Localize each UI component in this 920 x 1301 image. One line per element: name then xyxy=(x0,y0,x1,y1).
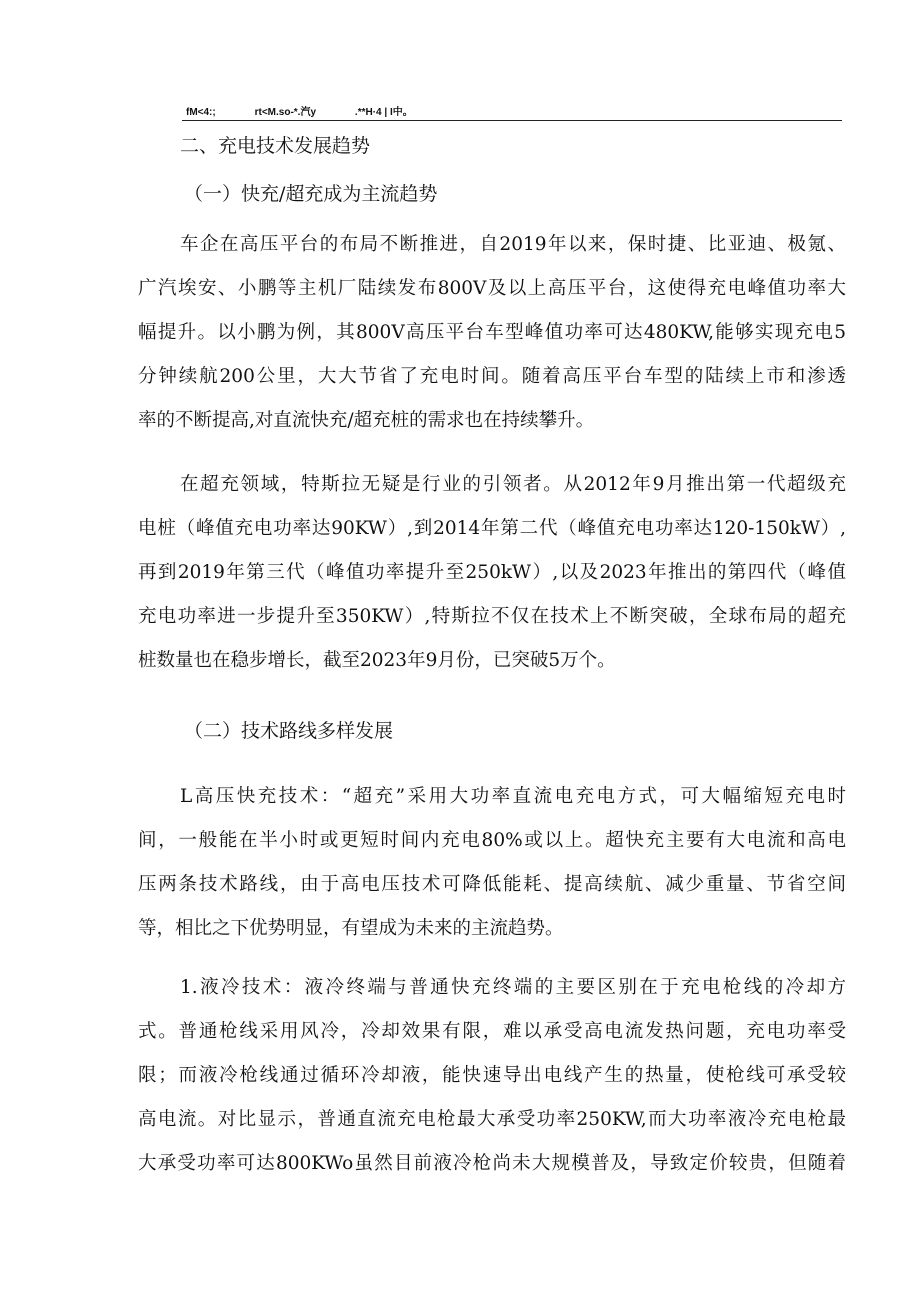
paragraph-4-line: 高电流。对比显示，普通直流充电枪最大承受功率250KW,而大功率液冷充电枪最 xyxy=(138,1109,846,1130)
paragraph-2-line: 在超充领域，特斯拉无疑是行业的引领者。从2012年9月推出第一代超级充 xyxy=(180,474,846,495)
paragraph-3-line: 间，一般能在半小时或更短时间内充电80%或以上。超快充主要有大电流和高电 xyxy=(138,830,846,851)
paragraph-2-line: 再到2019年第三代（峰值功率提升至250kW）,以及2023年推出的第四代（峰值 xyxy=(138,562,846,583)
paragraph-2-line: 充电功率进一步提升至350KW）,特斯拉不仅在技术上不断突破，全球布局的超充 xyxy=(138,606,846,627)
paragraph-1-line: 车企在高压平台的布局不断推进，自2019年以来，保时捷、比亚迪、极氪、 xyxy=(180,234,846,255)
paragraph-1-line: 分钟续航200公里，大大节省了充电时间。随着高压平台车型的陆续上市和渗透 xyxy=(138,366,846,387)
paragraph-1-line: 幅提升。以小鹏为例，其800V高压平台车型峰值功率可达480KW,能够实现充电5 xyxy=(138,322,846,343)
paragraph-1-line: 广汽埃安、小鹏等主机厂陆续发布800V及以上高压平台，这使得充电峰值功率大 xyxy=(138,278,846,299)
paragraph-4-line: 限；而液冷枪线通过循环冷却液，能快速导出电线产生的热量，使枪线可承受较 xyxy=(138,1065,846,1086)
running-header-text: fM<4:; rt<M.so-*.汽y .**H·4 | I中。 xyxy=(186,107,413,118)
subsection-title-1: （一）快充/超充成为主流趋势 xyxy=(184,183,438,205)
running-header xyxy=(182,100,842,121)
section-title: 二、充电技术发展趋势 xyxy=(180,135,371,157)
paragraph-3-line: L高压快充技术：“超充”采用大功率直流电充电方式，可大幅缩短充电时 xyxy=(180,786,846,807)
paragraph-4-line: 1.液冷技术：液冷终端与普通快充终端的主要区别在于充电枪线的冷却方 xyxy=(180,977,846,998)
paragraph-2-line: 桩数量也在稳步增长，截至2023年9月份，已突破5万个。 xyxy=(138,650,616,671)
paragraph-4-line: 大承受功率可达800KWo虽然目前液冷枪尚未大规模普及，导致定价较贵，但随着 xyxy=(138,1153,846,1174)
paragraph-3-line: 等，相比之下优势明显，有望成为未来的主流趋势。 xyxy=(138,918,564,939)
subsection-title-2: （二）技术路线多样发展 xyxy=(184,720,394,742)
paragraph-2-line: 电桩（峰值充电功率达90KW）,到2014年第二代（峰值充电功率达120-150kW）, xyxy=(138,518,846,539)
paragraph-1-line: 率的不断提高,对直流快充/超充桩的需求也在持续攀升。 xyxy=(138,410,595,431)
paragraph-4-line: 式。普通枪线采用风冷，冷却效果有限，难以承受高电流发热问题，充电功率受 xyxy=(138,1021,846,1042)
paragraph-3-line: 压两条技术路线，由于高电压技术可降低能耗、提高续航、减少重量、节省空间 xyxy=(138,874,846,895)
